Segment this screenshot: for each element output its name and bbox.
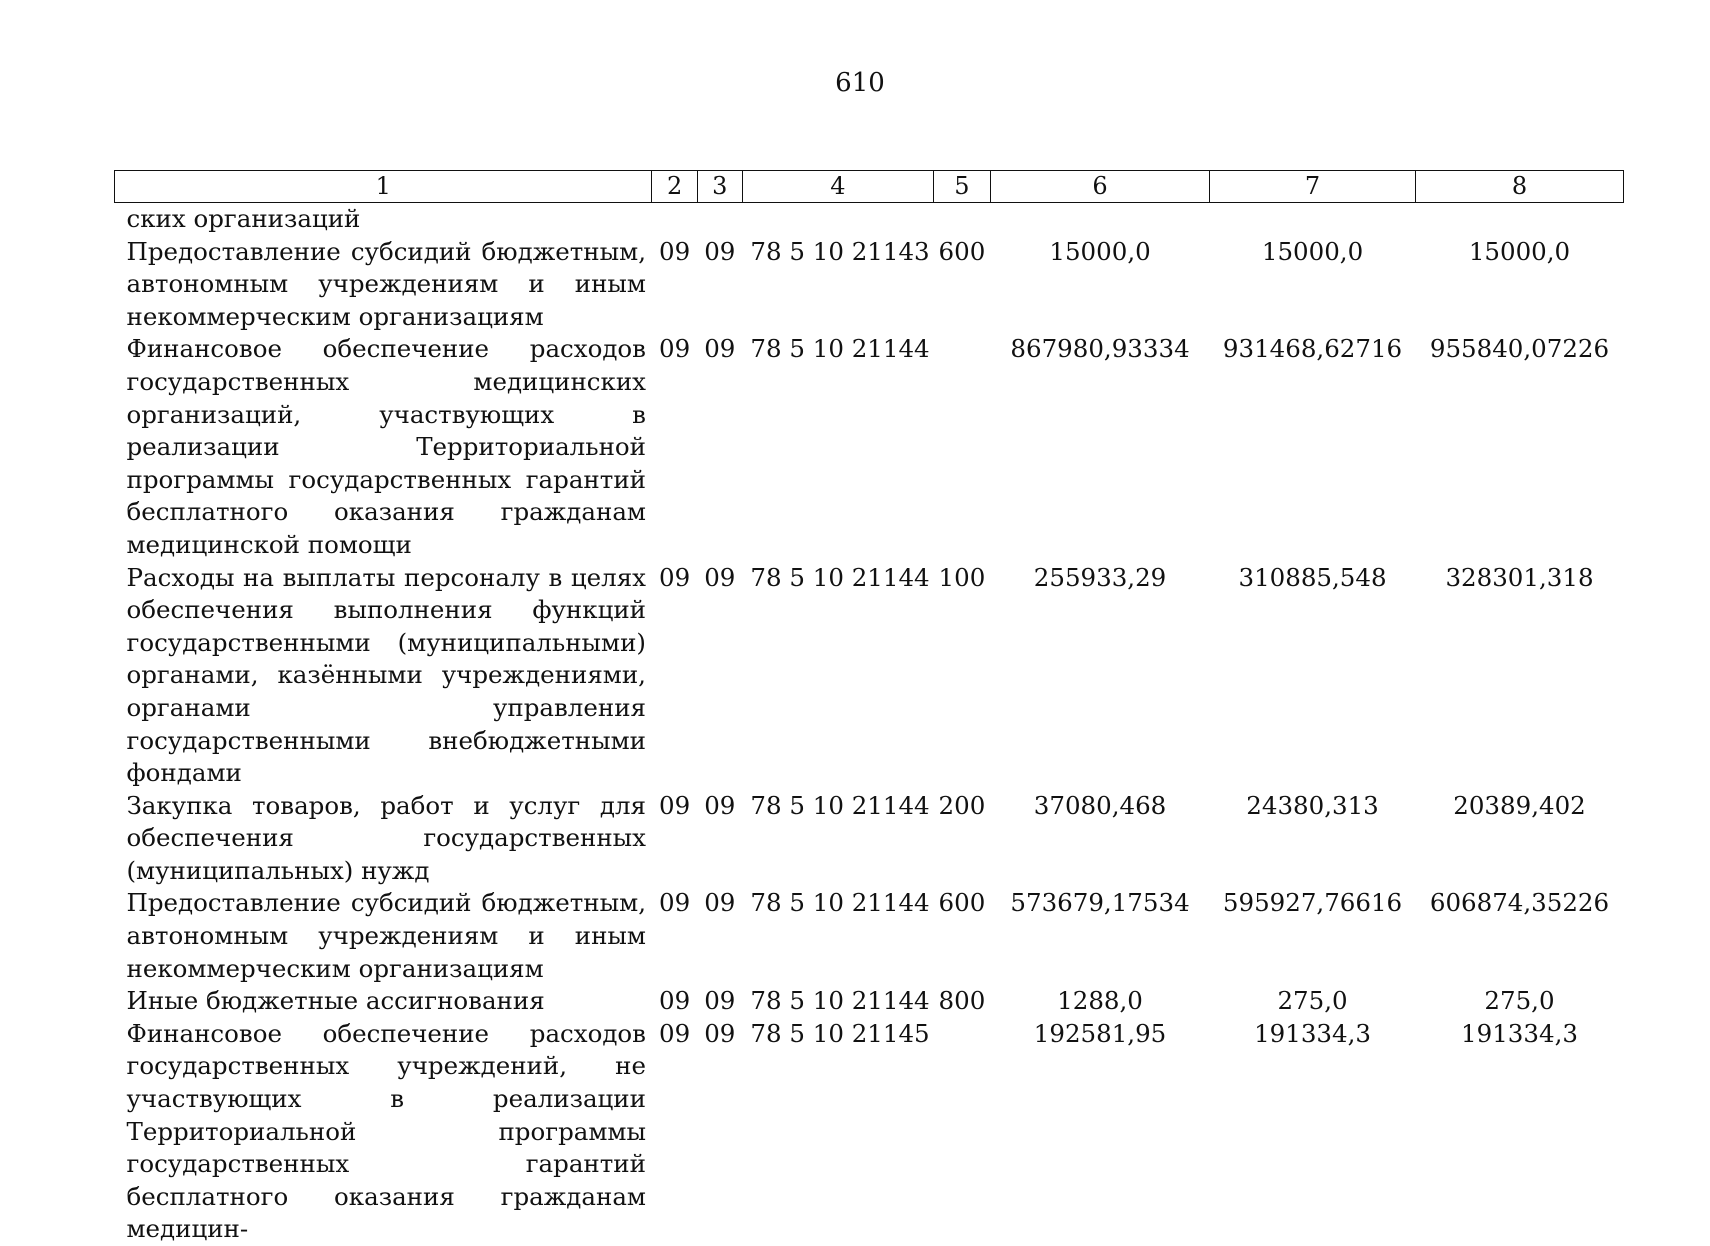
table-row — [115, 203, 1624, 236]
row-year-2: 931468,62716 — [1210, 333, 1416, 561]
header-col-7: 7 — [1210, 171, 1416, 203]
row-name: Предоставление субсидий бюджетным, автономным учреждениям и иным некоммерческим организациям — [115, 887, 652, 985]
table-row — [115, 790, 1624, 888]
row-target-code: 78 5 10 21144 — [742, 333, 933, 561]
table-row — [115, 333, 1624, 561]
row-expense-type: 800 — [933, 985, 990, 1018]
row-expense-type: 100 — [933, 562, 990, 790]
table-row — [115, 562, 1624, 790]
row-subsection: 09 — [697, 887, 742, 985]
row-year-2: 595927,76616 — [1210, 887, 1416, 985]
row-target-code: 78 5 10 21143 — [742, 236, 933, 334]
table-row — [115, 887, 1624, 985]
table-header — [115, 171, 1624, 203]
budget-table-container — [114, 170, 1624, 1246]
row-section: 09 — [652, 790, 697, 888]
table-row — [115, 1018, 1624, 1246]
header-col-2: 2 — [652, 171, 697, 203]
header-col-5: 5 — [933, 171, 990, 203]
row-year-2: 275,0 — [1210, 985, 1416, 1018]
page-number: 610 — [0, 68, 1710, 98]
row-year-2: 24380,313 — [1210, 790, 1416, 888]
header-col-1: 1 — [115, 171, 652, 203]
row-year-1: 255933,29 — [991, 562, 1210, 790]
row-target-code — [742, 203, 933, 236]
row-name: Закупка товаров, работ и услуг для обеспечения государственных (муниципальных) нужд — [115, 790, 652, 888]
row-subsection: 09 — [697, 236, 742, 334]
row-target-code: 78 5 10 21144 — [742, 562, 933, 790]
row-expense-type: 200 — [933, 790, 990, 888]
row-subsection: 09 — [697, 985, 742, 1018]
row-year-3: 191334,3 — [1416, 1018, 1624, 1246]
row-name: Расходы на выплаты персоналу в целях обеспечения выполнения функций государственными (муниципальными) органами, казёнными учреждениями, органами управления государственными внебюджетными фондами — [115, 562, 652, 790]
row-subsection: 09 — [697, 790, 742, 888]
row-subsection: 09 — [697, 1018, 742, 1246]
row-year-1: 1288,0 — [991, 985, 1210, 1018]
row-year-3: 328301,318 — [1416, 562, 1624, 790]
row-year-3: 15000,0 — [1416, 236, 1624, 334]
row-name: ских организаций — [115, 203, 652, 236]
budget-table — [114, 170, 1624, 1246]
row-year-3: 275,0 — [1416, 985, 1624, 1018]
row-expense-type — [933, 1018, 990, 1246]
row-year-3: 20389,402 — [1416, 790, 1624, 888]
row-year-1: 15000,0 — [991, 236, 1210, 334]
row-year-1: 37080,468 — [991, 790, 1210, 888]
row-section: 09 — [652, 562, 697, 790]
row-section: 09 — [652, 887, 697, 985]
table-body — [115, 203, 1624, 1246]
row-year-2: 15000,0 — [1210, 236, 1416, 334]
header-col-3: 3 — [697, 171, 742, 203]
row-target-code: 78 5 10 21144 — [742, 887, 933, 985]
row-subsection — [697, 203, 742, 236]
row-section: 09 — [652, 1018, 697, 1246]
row-subsection: 09 — [697, 562, 742, 790]
row-target-code: 78 5 10 21145 — [742, 1018, 933, 1246]
row-name: Предоставление субсидий бюджетным, автономным учреждениям и иным некоммерческим организациям — [115, 236, 652, 334]
table-row — [115, 236, 1624, 334]
header-row — [115, 171, 1624, 203]
row-year-1: 192581,95 — [991, 1018, 1210, 1246]
row-year-3 — [1416, 203, 1624, 236]
row-name: Иные бюджетные ассигнования — [115, 985, 652, 1018]
row-year-3: 606874,35226 — [1416, 887, 1624, 985]
row-year-1: 573679,17534 — [991, 887, 1210, 985]
header-col-4: 4 — [742, 171, 933, 203]
row-section: 09 — [652, 236, 697, 334]
header-col-8: 8 — [1416, 171, 1624, 203]
row-section: 09 — [652, 985, 697, 1018]
row-year-3: 955840,07226 — [1416, 333, 1624, 561]
row-target-code: 78 5 10 21144 — [742, 790, 933, 888]
row-name: Финансовое обеспечение расходов государственных учреждений, не участвующих в реализации Территориальной программы государственных гарантий бесплатного оказания гражданам медицин- — [115, 1018, 652, 1246]
row-year-1 — [991, 203, 1210, 236]
row-name: Финансовое обеспечение расходов государственных медицинских организаций, участвующих в реализации Территориальной программы государственных гарантий бесплатного оказания гражданам медицинской помощи — [115, 333, 652, 561]
row-expense-type — [933, 203, 990, 236]
row-section: 09 — [652, 333, 697, 561]
row-year-2: 191334,3 — [1210, 1018, 1416, 1246]
row-year-1: 867980,93334 — [991, 333, 1210, 561]
row-subsection: 09 — [697, 333, 742, 561]
row-year-2 — [1210, 203, 1416, 236]
row-target-code: 78 5 10 21144 — [742, 985, 933, 1018]
row-year-2: 310885,548 — [1210, 562, 1416, 790]
row-section — [652, 203, 697, 236]
header-col-6: 6 — [991, 171, 1210, 203]
table-row — [115, 985, 1624, 1018]
row-expense-type — [933, 333, 990, 561]
row-expense-type: 600 — [933, 887, 990, 985]
row-expense-type: 600 — [933, 236, 990, 334]
